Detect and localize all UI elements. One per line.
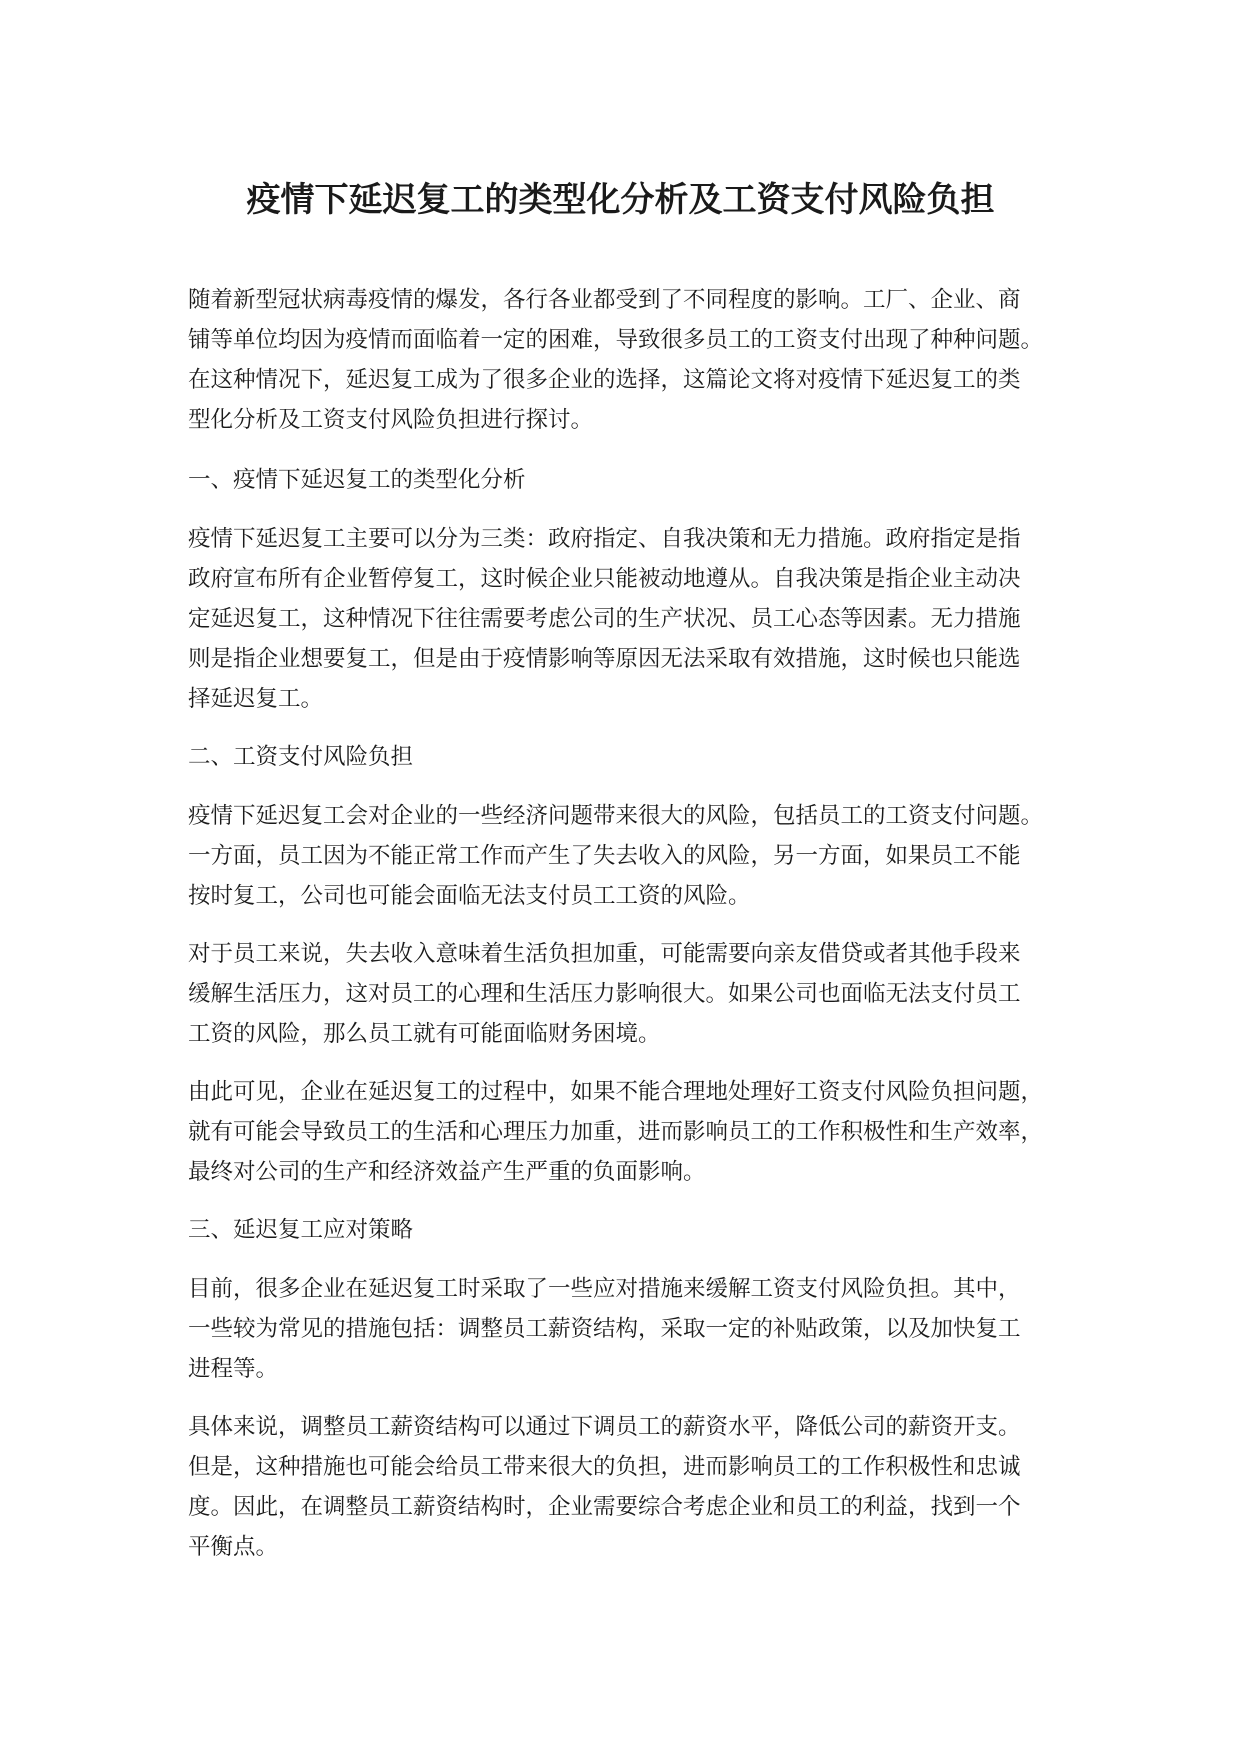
text-line: 就有可能会导致员工的生活和心理压力加重，进而影响员工的工作积极性和生产效率， [188, 1119, 1044, 1145]
text-line: 对于员工来说，失去收入意味着生活负担加重，可能需要向亲友借贷或者其他手段来 [188, 941, 1021, 967]
section-heading-2 [188, 737, 413, 777]
text-line: 则是指企业想要复工，但是由于疫情影响等原因无法采取有效措施，这时候也只能选 [188, 646, 1021, 672]
section-heading-1 [188, 460, 526, 500]
body-paragraph-conclusion [188, 1072, 1043, 1192]
text-line: 由此可见，企业在延迟复工的过程中，如果不能合理地处理好工资支付风险负担问题， [188, 1079, 1044, 1105]
text-line: 定延迟复工，这种情况下往往需要考虑公司的生产状况、员工心态等因素。无力措施 [188, 606, 1021, 632]
text-line: 一些较为常见的措施包括：调整员工薪资结构，采取一定的补贴政策，以及加快复工 [188, 1316, 1021, 1342]
heading-text: 三、延迟复工应对策略 [188, 1217, 414, 1243]
body-paragraph-wage-risk [188, 796, 1043, 916]
text-line: 具体来说，调整员工薪资结构可以通过下调员工的薪资水平，降低公司的薪资开支。 [188, 1414, 1021, 1440]
body-paragraph-types [188, 519, 1021, 719]
heading-text: 一、疫情下延迟复工的类型化分析 [188, 467, 526, 493]
document-title: 疫情下延迟复工的类型化分析及工资支付风险负担 [246, 180, 995, 220]
text-line: 铺等单位均因为疫情而面临着一定的困难，导致很多员工的工资支付出现了种种问题。 [188, 327, 1044, 353]
section-heading-3 [188, 1210, 413, 1250]
text-line: 择延迟复工。 [188, 686, 324, 712]
text-line: 进程等。 [188, 1356, 279, 1382]
text-line: 但是，这种措施也可能会给员工带来很大的负担，进而影响员工的工作积极性和忠诚 [188, 1454, 1021, 1480]
text-line: 随着新型冠状病毒疫情的爆发，各行各业都受到了不同程度的影响。工厂、企业、商 [188, 287, 1021, 313]
text-line: 平衡点。 [188, 1534, 279, 1560]
text-line: 疫情下延迟复工主要可以分为三类：政府指定、自我决策和无力措施。政府指定是指 [188, 526, 1021, 552]
text-line: 按时复工，公司也可能会面临无法支付员工工资的风险。 [188, 883, 751, 909]
text-line: 在这种情况下，延迟复工成为了很多企业的选择，这篇论文将对疫情下延迟复工的类 [188, 367, 1021, 393]
text-line: 一方面，员工因为不能正常工作而产生了失去收入的风险，另一方面，如果员工不能 [188, 843, 1021, 869]
body-paragraph-measures [188, 1269, 1021, 1389]
text-line: 疫情下延迟复工会对企业的一些经济问题带来很大的风险，包括员工的工资支付问题。 [188, 803, 1044, 829]
text-line: 工资的风险，那么员工就有可能面临财务困境。 [188, 1021, 661, 1047]
body-paragraph-employee-impact [188, 934, 1021, 1054]
body-paragraph-salary-adjustment [188, 1407, 1021, 1567]
text-line: 目前，很多企业在延迟复工时采取了一些应对措施来缓解工资支付风险负担。其中， [188, 1276, 1021, 1302]
heading-text: 二、工资支付风险负担 [188, 744, 414, 770]
body-paragraph-intro [188, 280, 1043, 440]
text-line: 度。因此，在调整员工薪资结构时，企业需要综合考虑企业和员工的利益，找到一个 [188, 1494, 1021, 1520]
text-line: 型化分析及工资支付风险负担进行探讨。 [188, 407, 594, 433]
text-line: 政府宣布所有企业暂停复工，这时候企业只能被动地遵从。自我决策是指企业主动决 [188, 566, 1021, 592]
text-line: 缓解生活压力，这对员工的心理和生活压力影响很大。如果公司也面临无法支付员工 [188, 981, 1021, 1007]
text-line: 最终对公司的生产和经济效益产生严重的负面影响。 [188, 1159, 706, 1185]
